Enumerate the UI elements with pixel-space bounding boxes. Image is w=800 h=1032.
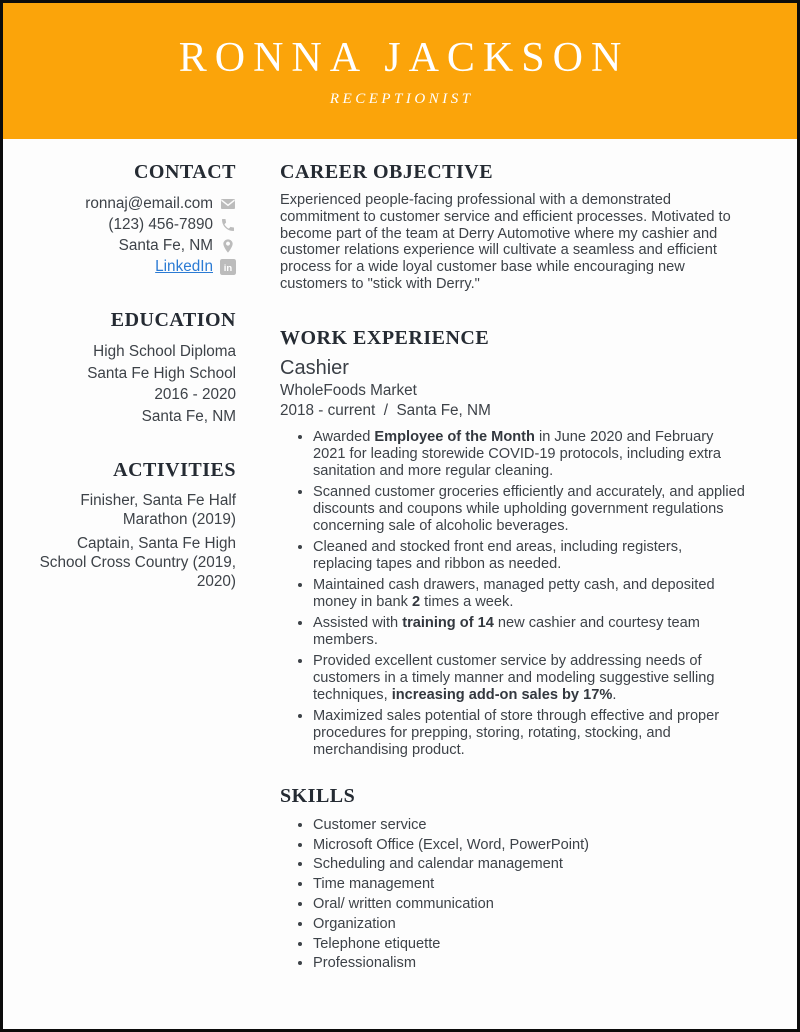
education-section [32,308,236,427]
email-text: ronnaj@email.com [85,194,213,212]
experience-bullet: • Awarded Employee of the Month in June 2020 and February 2021 for leading storewide COVID-19 protocols, including extra sanitation and more regular cleaning. [313,429,745,480]
skill-item: • Time management [313,875,745,895]
experience-bullet: • Maximized sales potential of store through effective and proper procedures for prepping, storing, rotating, stocking, and merchandising product. [313,708,745,759]
skill-item: • Customer service [313,816,745,836]
education-heading: EDUCATION [110,309,236,331]
candidate-role: RECEPTIONIST [329,91,474,107]
work-section [280,326,745,759]
phone-icon [220,217,236,233]
skill-item: • Microsoft Office (Excel, Word, PowerPoint) [313,836,745,856]
header [3,3,797,139]
objective-text: Experienced people-facing professional with a demonstrated commitment to customer service and efficient processes. Motivated to become part of the team at Derry Automotive where my cashier and customer relations experience will cultivate a seamless and efficient process for a wide loyal customer base while encouraging new customers to "stick with Derry." [280,192,731,292]
skills-heading: SKILLS [280,784,356,807]
skills-list [280,816,745,974]
skill-item: • Scheduling and calendar management [313,855,745,875]
education-school: Santa Fe High School [87,364,236,382]
skill-item: • Telephone etiquette [313,935,745,955]
contact-heading: CONTACT [133,161,236,183]
work-heading: WORK EXPERIENCE [280,326,490,349]
experience-bullet: • Scanned customer groceries efficiently and accurately, and applied discounts and coupons while upholding government regulations concerning sale of alcoholic beverages. [313,484,745,535]
company-name: WholeFoods Market [280,381,417,399]
objective-section [280,160,745,293]
activities-heading: ACTIVITIES [113,459,236,481]
job-title: Cashier [280,356,349,379]
activities-section [32,458,236,591]
activity-item: Finisher, Santa Fe Half Marathon (2019) [80,492,236,528]
contact-row-email [32,193,236,214]
content [3,139,797,974]
contact-row-linkedin [32,256,236,277]
location-pin-icon [220,238,236,254]
experience-bullet: • Assisted with training of 14 new cashier and courtesy team members. [313,615,745,649]
experience-bullet: • Maintained cash drawers, managed petty cash, and deposited money in bank 2 times a week. [313,577,745,611]
education-dates: 2016 - 2020 [154,386,236,403]
skill-item: • Organization [313,915,745,935]
job-dates-location: 2018 - current / Santa Fe, NM [280,401,491,419]
education-degree: High School Diploma [93,343,236,360]
activity-item: Captain, Santa Fe High School Cross Country (2019, 2020) [39,535,236,590]
experience-bullets [280,429,745,759]
education-location: Santa Fe, NM [141,407,236,425]
linkedin-link[interactable]: LinkedIn [155,257,213,275]
location-text: Santa Fe, NM [118,236,213,254]
skill-item: • Professionalism [313,954,745,974]
linkedin-icon [220,259,236,275]
svg-text:in: in [223,262,233,274]
sidebar [3,139,236,596]
contact-row-location [32,235,236,256]
candidate-name: RONNA JACKSON [178,35,630,81]
experience-bullet: • Provided excellent customer service by addressing needs of customers in a timely manner and modeling suggestive selling techniques, increasing add-on sales by 17%. [313,653,745,704]
objective-heading: CAREER OBJECTIVE [280,161,494,183]
skills-section [280,784,745,974]
phone-text: (123) 456-7890 [108,215,213,233]
main-column [236,139,797,974]
envelope-icon [220,196,236,212]
experience-bullet: • Cleaned and stocked front end areas, including registers, replacing tapes and ribbon as needed. [313,539,745,573]
contact-row-phone [32,214,236,235]
skill-item: • Oral/ written communication [313,895,745,915]
